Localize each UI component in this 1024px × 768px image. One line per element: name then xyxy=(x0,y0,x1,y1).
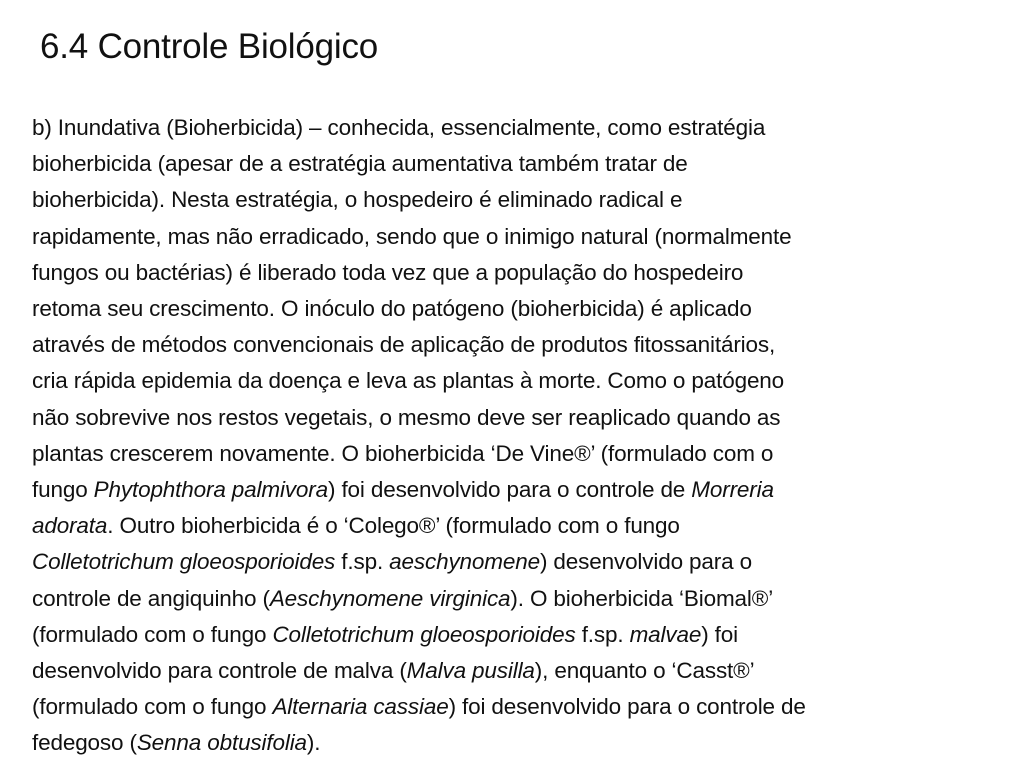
body-text-segment: ). O bioherbicida ‘Biomal®’ xyxy=(510,585,774,611)
body-italic-term: Morreria xyxy=(691,477,774,503)
body-italic-term: Colletotrichum gloeosporioides xyxy=(32,549,336,575)
body-text-segment: bioherbicida). Nesta estratégia, o hospedeiro é eliminado radical e xyxy=(32,187,683,213)
body-text-segment: (formulado com o fungo xyxy=(32,694,273,720)
body-text-segment: ) desenvolvido para o xyxy=(539,549,752,575)
slide-body-text xyxy=(32,110,992,762)
body-text-segment: controle de angiquinho ( xyxy=(32,585,270,611)
body-text-segment: cria rápida epidemia da doença e leva as plantas à morte. Como o patógeno xyxy=(32,368,785,394)
body-italic-term: Senna obtusifolia xyxy=(136,730,307,756)
body-text-segment: não sobrevive nos restos vegetais, o mesmo deve ser reaplicado quando as xyxy=(32,404,781,430)
body-text-segment: ), enquanto o ‘Casst®’ xyxy=(534,658,755,684)
body-italic-term: adorata xyxy=(32,513,108,539)
body-text-segment: ) foi desenvolvido para o controle de xyxy=(448,694,806,720)
body-text-segment: ) foi xyxy=(701,621,738,647)
body-italic-term: Aeschynomene virginica xyxy=(269,585,511,611)
body-text-segment: bioherbicida (apesar de a estratégia aumentativa também tratar de xyxy=(32,151,688,177)
body-text-segment: f.sp. xyxy=(335,549,390,575)
body-text-segment: rapidamente, mas não erradicado, sendo que o inimigo natural (normalmente xyxy=(32,223,792,249)
body-italic-term: Colletotrichum gloeosporioides xyxy=(272,621,576,647)
body-text-segment: fungos ou bactérias) é liberado toda vez que a população do hospedeiro xyxy=(32,259,744,285)
body-text-segment: fedegoso ( xyxy=(32,730,137,756)
body-text-segment: (formulado com o fungo xyxy=(32,621,273,647)
body-italic-term: malvae xyxy=(629,621,702,647)
body-text-segment: plantas crescerem novamente. O bioherbicida ‘De Vine®’ (formulado com o xyxy=(32,440,774,466)
body-text-segment: através de métodos convencionais de aplicação de produtos fitossanitários, xyxy=(32,332,776,358)
body-italic-term: Malva pusilla xyxy=(406,658,535,684)
body-italic-term: aeschynomene xyxy=(389,549,540,575)
body-text-segment: fungo xyxy=(32,477,94,503)
body-text-segment: b) Inundativa (Bioherbicida) – conhecida, essencialmente, como estratégia xyxy=(32,115,766,140)
slide-title: 6.4 Controle Biológico xyxy=(40,27,379,66)
body-text-segment: f.sp. xyxy=(575,621,630,647)
body-text-segment: ). xyxy=(306,730,321,756)
body-text-segment: . Outro bioherbicida é o ‘Colego®’ (formulado com o fungo xyxy=(107,513,680,539)
body-italic-term: Alternaria cassiae xyxy=(272,694,449,720)
body-text-segment: ) foi desenvolvido para o controle de xyxy=(328,477,692,503)
body-text-segment: desenvolvido para controle de malva ( xyxy=(32,658,407,684)
body-italic-term: Phytophthora palmivora xyxy=(93,477,328,503)
body-text-segment: retoma seu crescimento. O inóculo do patógeno (bioherbicida) é aplicado xyxy=(32,296,752,322)
